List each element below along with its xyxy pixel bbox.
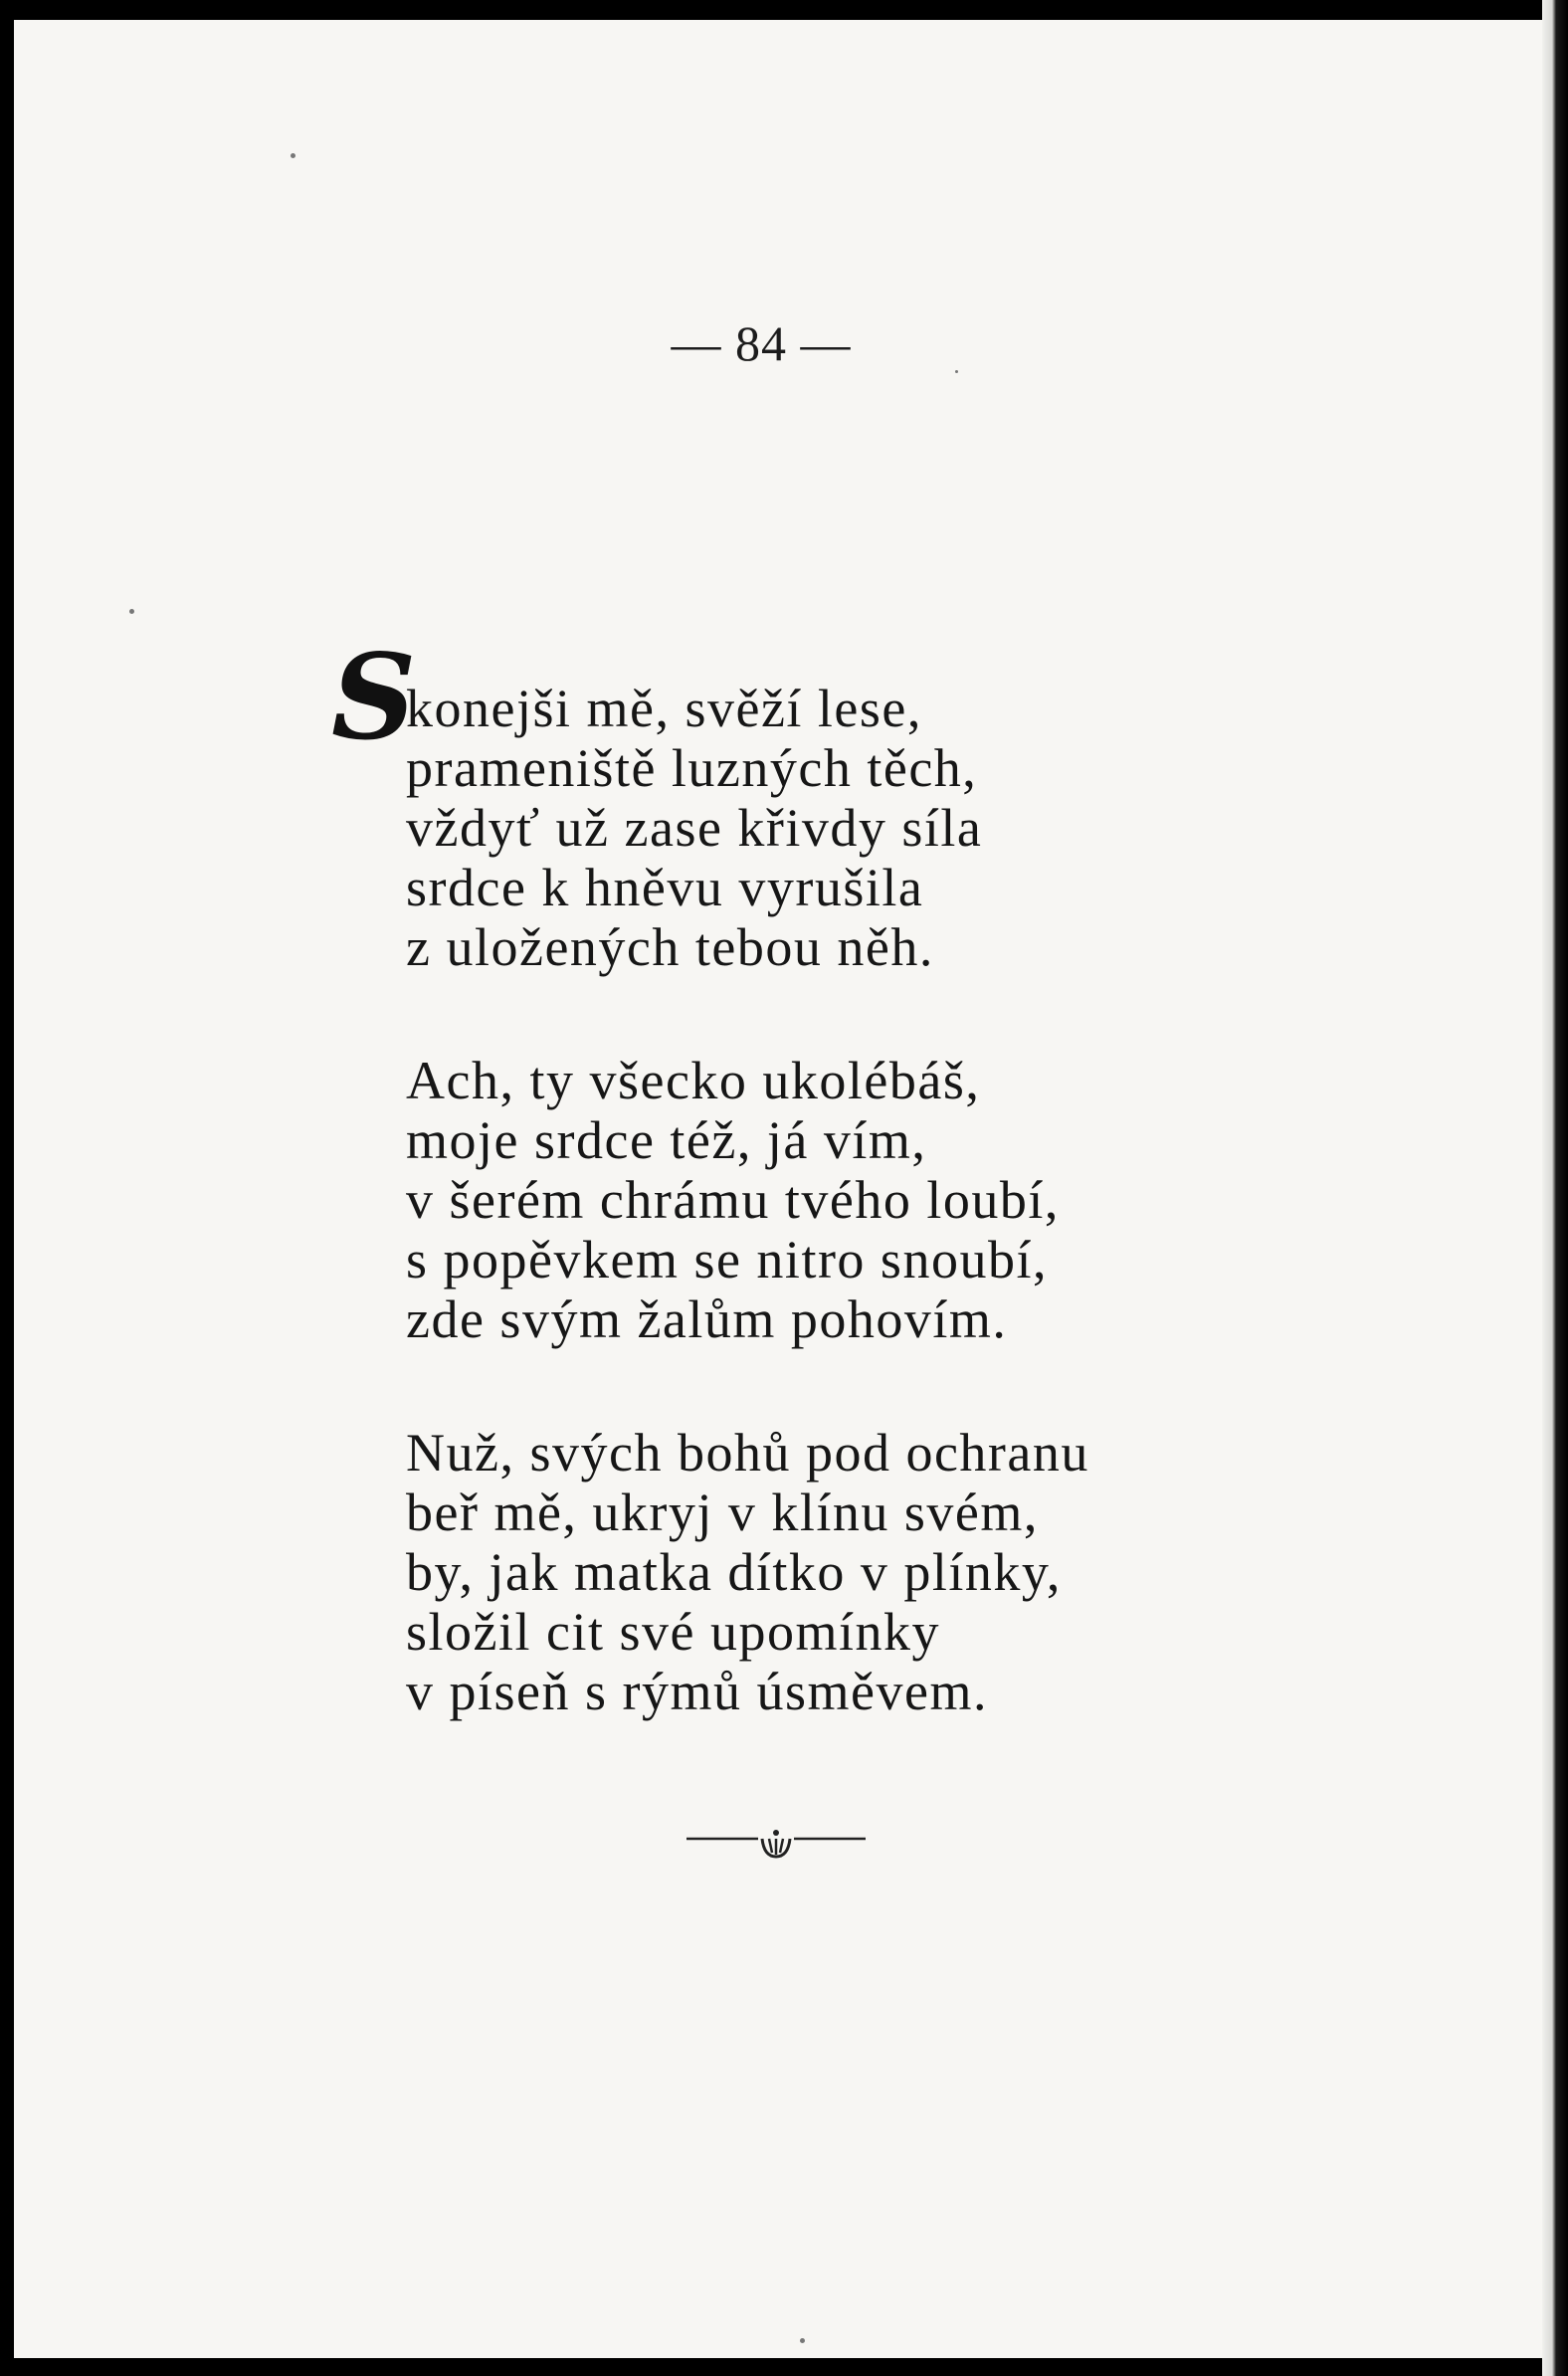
poem-line: zde svým žalům pohovím. [406, 1289, 1008, 1349]
poem [331, 628, 1089, 1721]
poem-line-text: konejši mě, svěží lese, [406, 679, 922, 738]
poem-line: by, jak matka dítko v plínky, [406, 1542, 1062, 1602]
stanza-2 [406, 1051, 1089, 1349]
page-number: — 84 — [671, 315, 852, 371]
poem-line: z uložených tebou něh. [406, 917, 934, 977]
poem-line: srdce k hněvu vyrušila [406, 858, 924, 917]
page-edge-shadow [1542, 0, 1568, 2376]
poem-line: v šerém chrámu tvého loubí, [406, 1170, 1060, 1230]
poem-line: s popěvkem se nitro snoubí, [406, 1230, 1048, 1289]
poem-line [331, 628, 1089, 766]
paper-speck [955, 370, 958, 373]
decorative-initial: S [331, 628, 418, 766]
poem-line: prameniště luzných těch, [406, 738, 978, 798]
poem-line: Nuž, svých bohů pod ochranu [406, 1423, 1089, 1483]
poem-line: Ach, ty všecko ukolébáš, [406, 1051, 981, 1110]
ornament-divider [686, 1825, 866, 1865]
stanza-1 [331, 628, 1089, 977]
poem-line: beř mě, ukryj v klínu svém, [406, 1483, 1039, 1542]
poem-line: v píseň s rýmů úsměvem. [406, 1662, 988, 1721]
poem-line: složil cit své upomínky [406, 1602, 940, 1662]
paper-speck [291, 153, 295, 158]
paper-speck [129, 609, 134, 614]
poem-line: vždyť už zase křivdy síla [406, 798, 983, 858]
paper-sheet [14, 20, 1544, 2358]
poem-line: moje srdce též, já vím, [406, 1110, 927, 1170]
stanza-3 [406, 1423, 1089, 1721]
paper-speck [800, 2338, 805, 2343]
